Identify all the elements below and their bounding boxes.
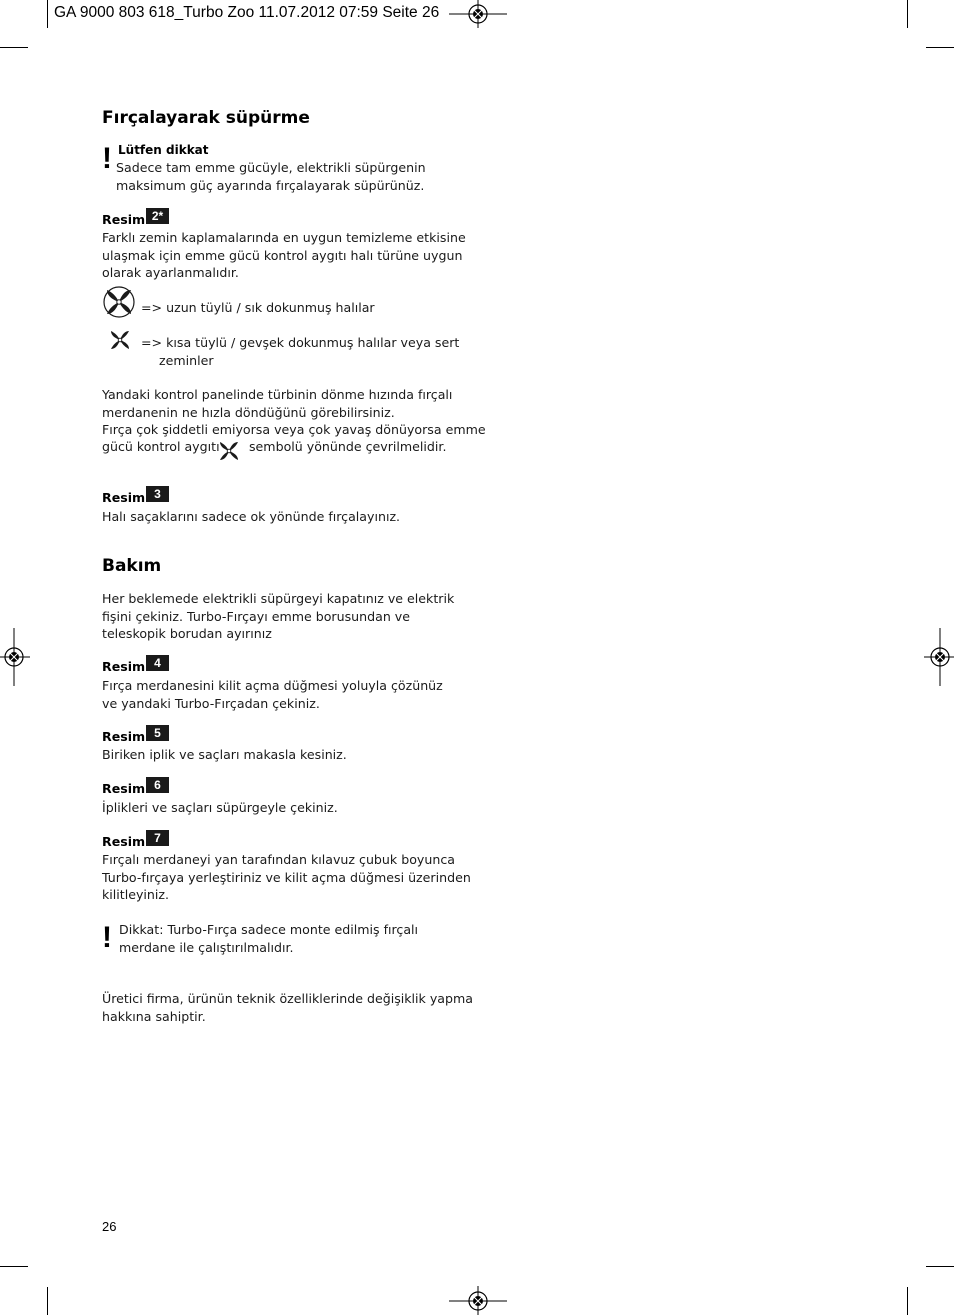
step-text: Fırçalı merdaneyi yan tarafından kılavuz çubuk boyunca Turbo-fırçaya yerleştiriniz ve kilit açma düğmesi üzerinden kilitleyiniz. [102,852,471,902]
section-title-maintenance: Bakım [102,556,162,576]
figure-label: Resim [102,781,146,796]
crop-mark [926,47,954,48]
print-slug: GA 9000 803 618_Turbo Zoo 11.07.2012 07:59 Seite 26 [54,4,440,21]
registration-mark-icon [0,628,30,686]
figure-number-badge: 6 [146,777,169,793]
short-pile-text: => kısa tüylü / gevşek dokunmuş halılar veya sert zeminler [141,335,460,368]
crop-mark [0,47,28,48]
figure-number-badge: 4 [146,655,169,671]
exclamation-icon: ! [102,142,112,175]
figure-label: Resim [102,212,146,227]
turbo-brush-small-icon [108,328,132,352]
fringe-text: Halı saçaklarını sadece ok yönünde fırçalayınız. [102,509,401,524]
figure-label: Resim [102,490,146,505]
crop-mark [47,1287,48,1315]
warning-title: Lütfen dikkat [118,143,209,157]
step-text: Fırça merdanesini kilit açma düğmesi yoluyla çözünüz ve yandaki Turbo-Fırçadan çekiniz. [102,678,443,711]
crop-mark [47,0,48,28]
crop-mark [907,0,908,28]
figure-number-badge: 3 [146,486,169,502]
registration-mark-icon [449,0,507,28]
registration-mark-icon [449,1286,507,1315]
figure-number-badge: 7 [146,830,169,846]
crop-mark [907,1287,908,1315]
step-text: İplikleri ve saçları süpürgeyle çekiniz. [102,800,338,815]
registration-mark-icon [924,628,954,686]
turbo-brush-inline-icon [217,439,241,463]
maintenance-intro: Her beklemede elektrikli süpürgeyi kapatınız ve elektrik fişini çekiniz. Turbo-Fırçayı emme borusundan ve teleskopik borudan ayırınız [102,591,455,641]
warning-text: Sadece tam emme gücüyle, elektrikli süpürgenin maksimum güç ayarında fırçalayarak süpürünüz. [116,160,426,193]
manufacturer-note: Üretici firma, ürünün teknik özelliklerinde değişiklik yapma hakkına sahiptir. [102,991,473,1024]
figure-label: Resim [102,659,146,674]
control-panel-paragraph: Yandaki kontrol panelinde türbinin dönme hızında fırçalı merdanenin ne hızla döndüğünü görebilirsiniz. Fırça çok şiddetli emiyorsa veya çok yavaş dönüyorsa emme [102,387,486,437]
figure-number-badge: 2* [146,208,169,224]
long-pile-text: => uzun tüylü / sık dokunmuş halılar [141,300,375,315]
page-number: 26 [102,1219,117,1234]
crop-mark [0,1266,28,1267]
section-title-brushing: Fırçalayarak süpürme [102,108,310,128]
figure-number-badge: 5 [146,725,169,741]
suction-paragraph: Farklı zemin kaplamalarında en uygun temizleme etkisine ulaşmak için emme gücü kontrol aygıtı halı türüne uygun olarak ayarlanmalıdır. [102,230,466,280]
control-panel-last-line-b: sembolü yönünde çevrilmelidir. [249,439,447,454]
step-text: Biriken iplik ve saçları makasla kesiniz. [102,747,347,762]
control-panel-last-line-a: gücü kontrol aygıtı [102,439,220,454]
crop-mark [926,1266,954,1267]
caution-text: Dikkat: Turbo-Fırça sadece monte edilmiş fırçalı merdane ile çalıştırılmalıdır. [119,922,419,955]
turbo-brush-large-icon [102,286,136,318]
figure-label: Resim [102,729,146,744]
exclamation-icon: ! [102,921,112,954]
figure-label: Resim [102,834,146,849]
